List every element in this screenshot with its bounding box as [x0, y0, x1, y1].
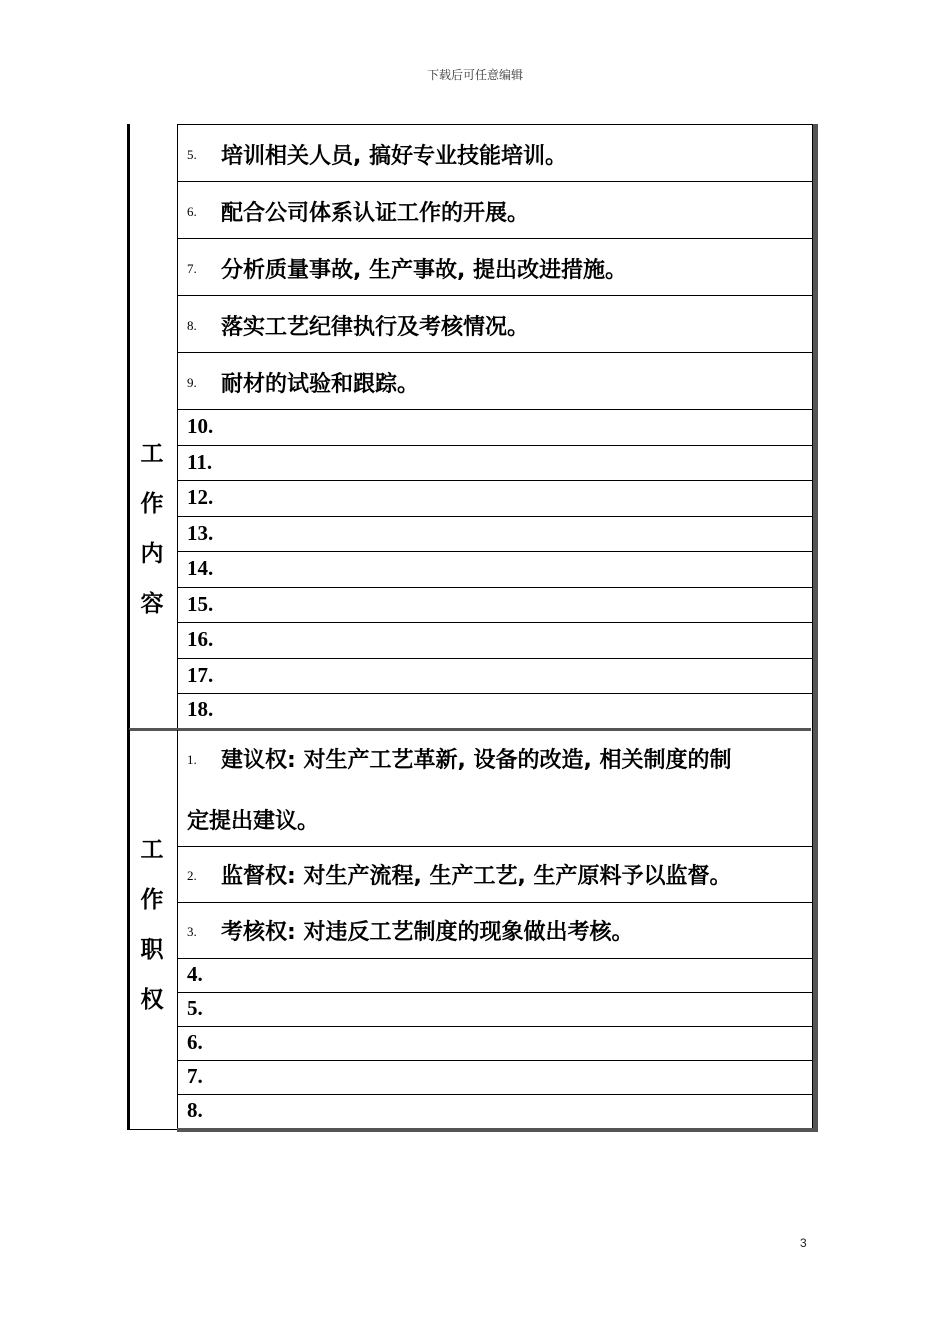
work-content-label: 工 作 内 容: [140, 441, 164, 617]
list-item: 2. 监督权: 对生产流程, 生产工艺, 生产原料予以监督。: [178, 847, 812, 903]
list-item: 5.: [178, 993, 812, 1027]
list-item: 7. 分析质量事故, 生产事故, 提出改进措施。: [178, 239, 812, 296]
work-content-section: [123, 124, 818, 730]
page-number: 3: [800, 1236, 807, 1250]
work-content-label-cell: [123, 124, 177, 730]
list-item: 5. 培训相关人员, 搞好专业技能培训。: [178, 125, 812, 182]
list-item: 11.: [178, 446, 812, 482]
table-bottom-border: [177, 1128, 818, 1132]
list-item: 16.: [178, 623, 812, 659]
list-item: 8. 落实工艺纪律执行及考核情况。: [178, 296, 812, 353]
list-item: 8.: [178, 1095, 812, 1129]
work-authority-label: 工 作 职 权: [140, 837, 164, 1013]
work-authority-rows: [177, 730, 813, 1130]
list-item: 6.: [178, 1027, 812, 1061]
list-item: 7.: [178, 1061, 812, 1095]
work-content-rows: [177, 124, 813, 730]
list-item: 4.: [178, 959, 812, 993]
list-item: 10.: [178, 410, 812, 446]
list-item: 3. 考核权: 对违反工艺制度的现象做出考核。: [178, 903, 812, 959]
list-item: 15.: [178, 588, 812, 624]
list-item: 14.: [178, 552, 812, 588]
work-authority-section: [123, 730, 818, 1130]
work-authority-label-cell: [123, 730, 177, 1130]
list-item: 9. 耐材的试验和跟踪。: [178, 353, 812, 410]
list-item: 17.: [178, 659, 812, 695]
list-item: 6. 配合公司体系认证工作的开展。: [178, 182, 812, 239]
list-item: 1. 建议权: 对生产工艺革新, 设备的改造, 相关制度的制 定提出建议。: [178, 730, 812, 847]
page-header: 下载后可任意编辑: [426, 68, 523, 82]
list-item: 18.: [187, 697, 214, 721]
list-item: 12.: [178, 481, 812, 517]
list-item: 13.: [178, 517, 812, 553]
job-description-table: [123, 124, 818, 1132]
